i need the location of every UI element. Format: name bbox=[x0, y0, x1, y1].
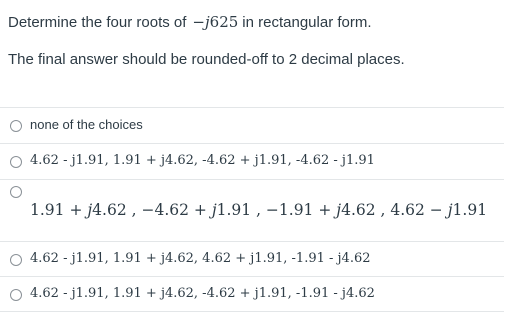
answer-label: 4.62 - j1.91, 1.91 + j4.62, 4.62 + j1.91, -1.91 - j4.62 bbox=[30, 251, 371, 266]
answer-label: 4.62 - j1.91, 1.91 + j4.62, -4.62 + j1.91, -1.91 - j4.62 bbox=[30, 286, 375, 301]
radio-button-icon[interactable] bbox=[10, 186, 22, 198]
question-suffix: in rectangular form. bbox=[242, 14, 372, 31]
answer-option-1[interactable] bbox=[0, 143, 504, 179]
answer-option-4[interactable] bbox=[0, 276, 504, 312]
answer-option-0[interactable] bbox=[0, 107, 504, 143]
radio-button-icon[interactable] bbox=[10, 156, 22, 168]
answer-label: 1.91 + j4.62 , −4.62 + j1.91 , −1.91 + j4.62 , 4.62 − j1.91 bbox=[30, 201, 488, 219]
answer-option-2[interactable] bbox=[0, 179, 504, 241]
radio-button-icon[interactable] bbox=[10, 289, 22, 301]
radio-button-icon[interactable] bbox=[10, 120, 22, 132]
answer-option-3[interactable] bbox=[0, 241, 504, 276]
question-line-2: The final answer should be rounded-off to 2 decimal places. bbox=[8, 51, 405, 68]
question-line-1 bbox=[8, 11, 513, 33]
question-prefix: Determine the four roots of bbox=[8, 14, 187, 31]
answer-label: none of the choices bbox=[30, 117, 143, 132]
question-text bbox=[8, 11, 513, 71]
answer-choices bbox=[0, 107, 504, 312]
radio-button-icon[interactable] bbox=[10, 254, 22, 266]
question-math: −j625 bbox=[192, 13, 239, 31]
answer-label: 4.62 - j1.91, 1.91 + j4.62, -4.62 + j1.91, -4.62 - j1.91 bbox=[30, 153, 375, 168]
